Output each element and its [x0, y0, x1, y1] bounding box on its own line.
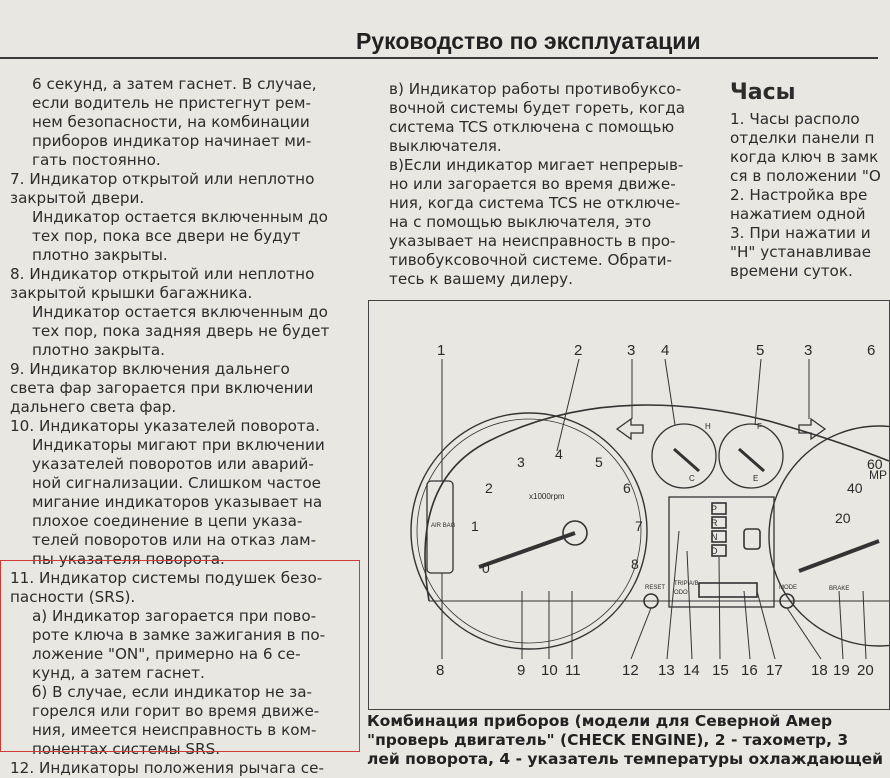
callout-9: 9 [517, 662, 526, 679]
text-line: Индикаторы мигают при включении [32, 436, 325, 454]
text-line: б) В случае, если индикатор не за- [32, 683, 313, 701]
text-line: плохое соединение в цепи указа- [32, 512, 303, 530]
caption-line: "проверь двигатель" (CHECK ENGINE), 2 - тахометр, 3 [367, 731, 849, 749]
text-line: но или загорается во время движе- [389, 175, 676, 193]
mode-label: MODE [779, 585, 797, 591]
text-line: 1. Часы располо [730, 110, 860, 128]
tach-num-4: 4 [555, 446, 563, 462]
text-line: понентах системы SRS. [32, 740, 221, 758]
tach-unit: x1000rpm [529, 492, 565, 501]
srs-highlight-box [0, 560, 360, 752]
text-line: кунд, а затем гаснет. [32, 664, 205, 682]
text-line: плотно закрыта. [32, 341, 165, 359]
text-line: вочной системы будет гореть, когда [389, 99, 686, 117]
callout-3b: 3 [804, 342, 813, 359]
text-line: плотно закрыты. [32, 246, 168, 264]
text-line: выключателя. [389, 137, 502, 155]
callout-16: 16 [741, 662, 758, 679]
text-line: телей поворотов или на отказ лам- [32, 531, 317, 549]
text-line: 3. При нажатии и [730, 224, 871, 242]
text-line: 10. Индикаторы указателей поворота. [10, 417, 320, 435]
text-line: тесь к вашему дилеру. [389, 270, 573, 288]
text-line: указателей поворотов или аварий- [32, 455, 314, 473]
gear-d: D [711, 546, 718, 556]
tach-num-5: 5 [595, 454, 603, 470]
callout-13: 13 [658, 662, 675, 679]
reset-label: RESET [645, 585, 666, 591]
callout-20: 20 [857, 662, 874, 679]
text-line: если водитель не пристегнут рем- [32, 94, 311, 112]
callout-18: 18 [811, 662, 828, 679]
text-line: мигание индикаторов указывает на [32, 493, 323, 511]
text-line: тех пор, пока все двери не будут [32, 227, 301, 245]
callout-8: 8 [436, 662, 445, 679]
text-line: 6 секунд, а затем гаснет. В случае, [32, 75, 317, 93]
text-line: отделки панели п [730, 129, 875, 147]
fuel-e-label: E [753, 474, 759, 483]
callout-2: 2 [574, 342, 583, 359]
callout-4: 4 [661, 342, 670, 359]
callout-19: 19 [833, 662, 850, 679]
gear-p: P [711, 504, 718, 514]
callout-10: 10 [541, 662, 558, 679]
figure-caption [367, 712, 883, 769]
text-line: в) Индикатор работы противобуксо- [389, 80, 682, 98]
text-line: в)Если индикатор мигает непрерыв- [389, 156, 684, 174]
text-line: ния, имеется неисправность в ком- [32, 721, 317, 739]
text-line: тивобуксовочной системе. Обрати- [389, 251, 672, 269]
tach-num-3: 3 [517, 454, 525, 470]
text-line: пасности (SRS). [10, 588, 136, 606]
text-line: роте ключа в замке зажигания в по- [32, 626, 326, 644]
instrument-cluster-diagram [368, 300, 890, 710]
text-line: 2. Настройка вре [730, 186, 868, 204]
text-line: ложение "ON", примерно на 6 се- [32, 645, 301, 663]
tach-num-0: 0 [482, 560, 490, 576]
text-line: нем безопасности, на комбинации [32, 113, 310, 131]
text-line: приборов индикатор начинает ми- [32, 132, 312, 150]
text-line: света фар загорается при включении [10, 379, 314, 397]
text-line: нажатием одной [730, 205, 866, 223]
speed-num-60: 60 [867, 456, 883, 472]
callout-5: 5 [756, 342, 765, 359]
speed-num-40: 40 [847, 480, 863, 496]
airbag-label: AIR BAG [431, 523, 456, 529]
callout-1: 1 [437, 342, 446, 359]
text-line: ния, когда система TCS не отключе- [389, 194, 681, 212]
odo-label: ODO [674, 590, 688, 596]
page-header-title: Руководство по эксплуатации [356, 28, 701, 54]
text-line: горелся или горит во время движе- [32, 702, 320, 720]
text-line: тех пор, пока задняя дверь не будет [32, 322, 330, 340]
caption-line: лей поворота, 4 - указатель температуры охлаждающей [367, 750, 883, 768]
gear-n: N [711, 532, 718, 542]
text-line: 12. Индикаторы положения рычага се- [10, 759, 324, 777]
callout-15: 15 [712, 662, 729, 679]
text-line: "H" устанавливае [730, 243, 872, 261]
text-line: 9. Индикатор включения дальнего [10, 360, 290, 378]
cluster-drawing [369, 301, 889, 709]
callout-3a: 3 [627, 342, 636, 359]
text-line: закрытой двери. [10, 189, 145, 207]
tach-num-6: 6 [623, 480, 631, 496]
text-line: времени суток. [730, 262, 853, 280]
text-line: на с помощью выключателя, это [389, 213, 652, 231]
text-line: система TCS отключена с помощью [389, 118, 675, 136]
speed-unit: MP [869, 468, 887, 482]
fuel-f-label: F [757, 422, 762, 431]
text-line: дальнего света фар. [10, 398, 177, 416]
text-line: закрытой крышки багажника. [10, 284, 253, 302]
text-line: когда ключ в замк [730, 148, 879, 166]
text-line: ся в положении "О [730, 167, 881, 185]
callout-17: 17 [766, 662, 783, 679]
text-column-right [730, 78, 890, 281]
callout-12: 12 [622, 662, 639, 679]
text-line: пы указателя поворота. [32, 550, 225, 568]
text-column-middle [389, 80, 707, 289]
tach-num-8: 8 [631, 556, 639, 572]
text-line: гать постоянно. [32, 151, 161, 169]
callout-6: 6 [867, 342, 876, 359]
text-line: Индикатор остается включенным до [32, 208, 328, 226]
brake-label: BRAKE [829, 586, 850, 592]
temp-h-label: H [705, 422, 711, 431]
text-line: указывает на неисправность в про- [389, 232, 676, 250]
text-line: 11. Индикатор системы подушек безо- [10, 569, 323, 587]
callout-14: 14 [683, 662, 700, 679]
temp-c-label: C [689, 474, 695, 483]
tach-num-2: 2 [485, 480, 493, 496]
tach-num-1: 1 [471, 518, 479, 534]
text-line: Индикатор остается включенным до [32, 303, 328, 321]
caption-line: Комбинация приборов (модели для Северной Амер [367, 712, 833, 730]
gear-r: R [711, 518, 718, 528]
tach-num-7: 7 [635, 518, 643, 534]
text-line: 7. Индикатор открытой или неплотно [10, 170, 315, 188]
text-line: а) Индикатор загорается при пово- [32, 607, 317, 625]
trip-label: TRIP A/B [674, 581, 699, 587]
header-divider [0, 57, 878, 59]
text-line: 8. Индикатор открытой или неплотно [10, 265, 315, 283]
text-line: ной сигнализации. Слишком частое [32, 474, 321, 492]
section-title-clock: Часы [730, 80, 796, 105]
callout-11: 11 [565, 662, 581, 679]
speed-num-20: 20 [835, 510, 851, 526]
